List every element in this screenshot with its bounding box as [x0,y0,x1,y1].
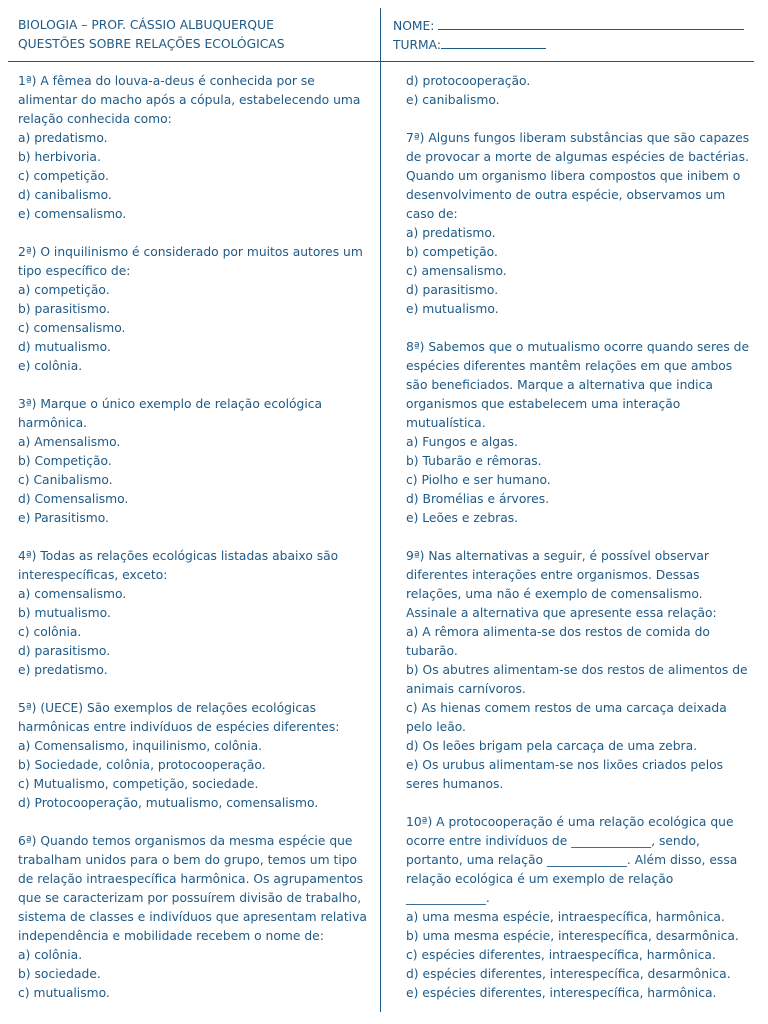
answer-option: b) Tubarão e rêmoras. [406,454,542,468]
question-text: 5ª) (UECE) São exemplos de relações ecológicas harmônicas entre indivíduos de espécies diferentes: [18,701,340,734]
right-column [406,72,756,1022]
answer-option: d) canibalismo. [18,188,112,202]
answer-option: a) comensalismo. [18,587,127,601]
answer-option: d) Os leões brigam pela carcaça de uma zebra. [406,739,698,753]
answer-option: b) herbivoria. [18,150,101,164]
question-text: 8ª) Sabemos que o mutualismo ocorre quando seres de espécies diferentes mantêm relações em que ambos são beneficiados. Marque a alternativa que indica organismos que estabelecem uma interação mutualística. [406,340,750,430]
answer-option: c) Canibalismo. [18,473,113,487]
answer-option: b) mutualismo. [18,606,111,620]
answer-option: c) colônia. [18,625,82,639]
answer-option: e) canibalismo. [406,93,500,107]
question-block [406,813,756,1003]
header-subtitle: QUESTÕES SOBRE RELAÇÕES ECOLÓGICAS [18,37,285,51]
answer-option: b) Competição. [18,454,112,468]
question-block [18,547,368,680]
answer-option: c) competição. [18,169,109,183]
class-label: TURMA: [393,38,442,52]
question-text: 4ª) Todas as relações ecológicas listadas abaixo são interespecíficas, exceto: [18,549,339,582]
answer-option: b) competição. [406,245,498,259]
header-title: BIOLOGIA – PROF. CÁSSIO ALBUQUERQUE [18,18,274,32]
answer-option: d) Bromélias e árvores. [406,492,550,506]
answer-option: e) Os urubus alimentam-se nos lixões criados pelos seres humanos. [406,758,724,791]
question-text: 1ª) A fêmea do louva-a-deus é conhecida por se alimentar do macho após a cópula, estabelecendo uma relação conhecida como: [18,74,361,126]
question-block [18,395,368,528]
answer-option: a) predatismo. [18,131,108,145]
question-text: 7ª) Alguns fungos liberam substâncias que são capazes de provocar a morte de algumas espécies de bactérias. Quando um organismo libera compostos que inibem o desenvolvimento de outra espécie, observamos um caso de: [406,131,750,221]
question-block [406,338,756,528]
answer-option: a) competição. [18,283,110,297]
class-row [393,35,753,54]
header-left [18,16,368,54]
answer-option: c) Mutualismo, competição, sociedade. [18,777,259,791]
answer-option: b) sociedade. [18,967,101,981]
question-block [406,72,756,110]
column-divider [380,8,381,1012]
answer-option: c) comensalismo. [18,321,126,335]
answer-option: a) Fungos e algas. [406,435,518,449]
answer-option: e) mutualismo. [406,302,499,316]
answer-option: e) predatismo. [18,663,108,677]
header-right [393,16,753,54]
answer-option: d) mutualismo. [18,340,111,354]
answer-option: e) Parasitismo. [18,511,109,525]
question-block [18,699,368,813]
answer-option: b) uma mesma espécie, interespecífica, desarmônica. [406,929,739,943]
answer-option: e) espécies diferentes, interespecífica, harmônica. [406,986,717,1000]
header-divider [8,61,754,62]
answer-option: a) predatismo. [406,226,496,240]
name-label: NOME: [393,19,435,33]
class-blank-line [441,35,546,49]
answer-option: d) espécies diferentes, interespecífica, desarmônica. [406,967,731,981]
question-block [406,129,756,319]
answer-option: d) parasitismo. [18,644,111,658]
question-block [406,547,756,794]
answer-option: a) uma mesma espécie, intraespecífica, harmônica. [406,910,725,924]
question-text: 3ª) Marque o único exemplo de relação ecológica harmônica. [18,397,323,430]
answer-option: b) Sociedade, colônia, protocooperação. [18,758,266,772]
name-row [393,16,753,35]
answer-option: e) Leões e zebras. [406,511,519,525]
answer-option: a) Amensalismo. [18,435,121,449]
question-text: 2ª) O inquilinismo é considerado por muitos autores um tipo específico de: [18,245,363,278]
answer-option: b) parasitismo. [18,302,111,316]
left-column [18,72,368,1022]
answer-option: c) amensalismo. [406,264,507,278]
answer-option: b) Os abutres alimentam-se dos restos de alimentos de animais carnívoros. [406,663,748,696]
question-block [18,243,368,376]
answer-option: c) As hienas comem restos de uma carcaça deixada pelo leão. [406,701,727,734]
question-block [18,832,368,1003]
answer-option: e) comensalismo. [18,207,127,221]
answer-option: e) colônia. [18,359,83,373]
answer-option: d) protocooperação. [406,74,531,88]
name-blank-line [438,16,744,30]
answer-option: d) Comensalismo. [18,492,129,506]
question-text: 6ª) Quando temos organismos da mesma espécie que trabalham unidos para o bem do grupo, temos um tipo de relação intraespecífica harmônica. Os agrupamentos que se caracterizam por possuírem divisão de trabalho, sistema de classes e indivíduos que apresentam relativa independência e mobilidade recebem o nome de: [18,834,367,943]
answer-option: c) mutualismo. [18,986,110,1000]
answer-option: a) A rêmora alimenta-se dos restos de comida do tubarão. [406,625,710,658]
answer-option: a) Comensalismo, inquilinismo, colônia. [18,739,263,753]
question-text: 9ª) Nas alternativas a seguir, é possível observar diferentes interações entre organismos. Dessas relações, uma não é exemplo de comensalismo. Assinale a alternativa que apresente essa relação: [406,549,717,620]
answer-option: d) parasitismo. [406,283,499,297]
answer-option: a) colônia. [18,948,83,962]
question-text: 10ª) A protocooperação é uma relação ecológica que ocorre entre indivíduos de _____________, sendo, portanto, uma relação _____________. Além disso, essa relação ecológica é um exemplo de relação _____________. [406,815,738,905]
question-block [18,72,368,224]
answer-option: d) Protocooperação, mutualismo, comensalismo. [18,796,319,810]
answer-option: c) espécies diferentes, intraespecífica, harmônica. [406,948,716,962]
answer-option: c) Piolho e ser humano. [406,473,551,487]
